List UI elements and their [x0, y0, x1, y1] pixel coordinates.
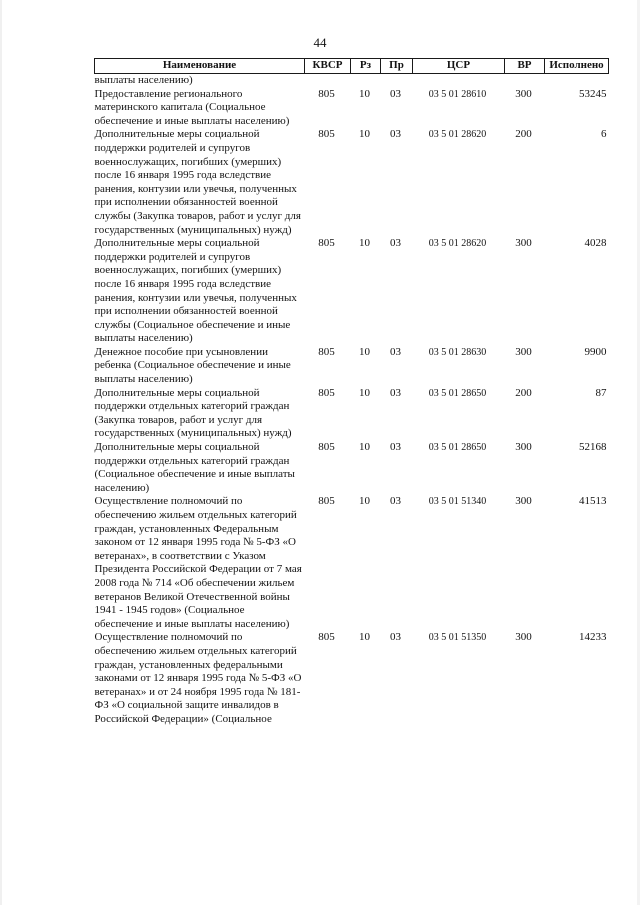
scan-edge-left — [0, 0, 2, 905]
row-name: Дополнительные меры социальной поддержки родителей и супругов военнослужащих, погибших (умерших) после 16 января 1995 года вследствие ранения, контузии или увечья, полученных при исполнении обязанностей военной службы (Закупка товаров, работ и услуг для государственных (муниципальных) нужд) — [94, 128, 301, 236]
row-pr: 03 — [390, 237, 401, 250]
row-rz: 10 — [359, 495, 370, 508]
row-vr: 300 — [515, 345, 532, 358]
row-csr: 03 5 01 28620 — [428, 238, 487, 250]
row-pr: 03 — [390, 386, 401, 399]
row-amount: 9900 — [584, 345, 607, 358]
row-vr: 200 — [515, 386, 532, 399]
row-pr: 03 — [390, 441, 401, 454]
row-kvsr: 805 — [318, 631, 335, 644]
row-amount: 14233 — [579, 631, 607, 644]
header-vr: ВР — [505, 59, 545, 74]
header-rz: Рз — [351, 59, 381, 74]
continuation-row — [95, 74, 609, 88]
row-rz: 10 — [359, 441, 370, 454]
continuation-text: выплаты населению) — [94, 74, 193, 86]
table-row — [95, 441, 609, 495]
row-vr: 200 — [515, 128, 532, 141]
row-pr: 03 — [390, 495, 401, 508]
row-csr: 03 5 01 28620 — [428, 129, 487, 141]
row-rz: 10 — [359, 237, 370, 250]
row-name: Денежное пособие при усыновлении ребенка (Социальное обеспечение и иные выплаты населению) — [94, 345, 291, 386]
row-pr: 03 — [390, 128, 401, 141]
row-rz: 10 — [359, 345, 370, 358]
row-name: Дополнительные меры социальной поддержки родителей и супругов военнослужащих, погибших (умерших) после 16 января 1995 года вследствие ранения, контузии или увечья, полученных при исполнении обязанностей военной службы (Социальное обеспечение и иные выплаты населению) — [94, 237, 297, 345]
row-amount: 87 — [595, 386, 607, 399]
row-amount: 4028 — [584, 237, 607, 250]
row-csr: 03 5 01 28630 — [428, 346, 487, 358]
row-kvsr: 805 — [318, 87, 335, 100]
row-csr: 03 5 01 51350 — [428, 632, 487, 644]
row-csr: 03 5 01 51340 — [428, 496, 487, 508]
row-csr: 03 5 01 28650 — [428, 442, 487, 454]
row-kvsr: 805 — [318, 237, 335, 250]
row-rz: 10 — [359, 386, 370, 399]
row-vr: 300 — [515, 631, 532, 644]
table-row — [95, 237, 609, 346]
row-kvsr: 805 — [318, 345, 335, 358]
page-number: 44 — [313, 35, 327, 50]
row-vr: 300 — [515, 87, 532, 100]
row-name: Дополнительные меры социальной поддержки отдельных категорий граждан (Социальное обеспечение и иные выплаты населению) — [94, 441, 295, 494]
header-name: Наименование — [95, 59, 305, 74]
table-row — [95, 88, 609, 129]
row-amount: 41513 — [579, 495, 607, 508]
row-vr: 300 — [515, 441, 532, 454]
row-name: Осуществление полномочий по обеспечению жильем отдельных категорий граждан, установленных Федеральным законом от 12 января 1995 года № 5-ФЗ «О ветеранах», в соответствии с Указом Президента Российской Федерации от 7 мая 2008 года № 714 «Об обеспечении жильем ветеранов Великой Отечественной войны 1941 - 1945 годов» (Социальное обеспечение и иные выплаты населению) — [94, 495, 302, 630]
row-kvsr: 805 — [318, 495, 335, 508]
row-vr: 300 — [515, 495, 532, 508]
row-amount: 6 — [601, 128, 607, 141]
table-row — [95, 631, 609, 726]
header-pr: Пр — [381, 59, 413, 74]
row-name: Предоставление регионального материнского капитала (Социальное обеспечение и иные выплаты населению) — [94, 87, 290, 127]
table-row — [95, 128, 609, 237]
row-name: Осуществление полномочий по обеспечению жильем отдельных категорий граждан, установленных федеральными законами от 12 января 1995 года № 5-ФЗ «О ветеранах» и от 24 ноября 1995 года № 181-ФЗ «О социальной защите инвалидов в Российской Федерации» (Социальное — [94, 631, 302, 725]
row-kvsr: 805 — [318, 441, 335, 454]
header-csr: ЦСР — [413, 59, 505, 74]
budget-table — [94, 58, 609, 727]
row-rz: 10 — [359, 128, 370, 141]
row-rz: 10 — [359, 631, 370, 644]
row-amount: 53245 — [579, 87, 607, 100]
row-csr: 03 5 01 28610 — [428, 88, 487, 100]
row-kvsr: 805 — [318, 386, 335, 399]
row-csr: 03 5 01 28650 — [428, 387, 487, 399]
row-kvsr: 805 — [318, 128, 335, 141]
table-header-row — [95, 59, 609, 74]
table-row — [95, 387, 609, 441]
row-pr: 03 — [390, 87, 401, 100]
header-kvsr: КВСР — [305, 59, 351, 74]
table-row — [95, 346, 609, 387]
row-pr: 03 — [390, 345, 401, 358]
row-vr: 300 — [515, 237, 532, 250]
row-amount: 52168 — [579, 441, 607, 454]
header-amount: Исполнено — [545, 59, 609, 74]
table-row — [95, 495, 609, 631]
row-rz: 10 — [359, 87, 370, 100]
row-name: Дополнительные меры социальной поддержки отдельных категорий граждан (Закупка товаров, работ и услуг для государственных (муниципальных) нужд) — [94, 386, 292, 440]
row-pr: 03 — [390, 631, 401, 644]
